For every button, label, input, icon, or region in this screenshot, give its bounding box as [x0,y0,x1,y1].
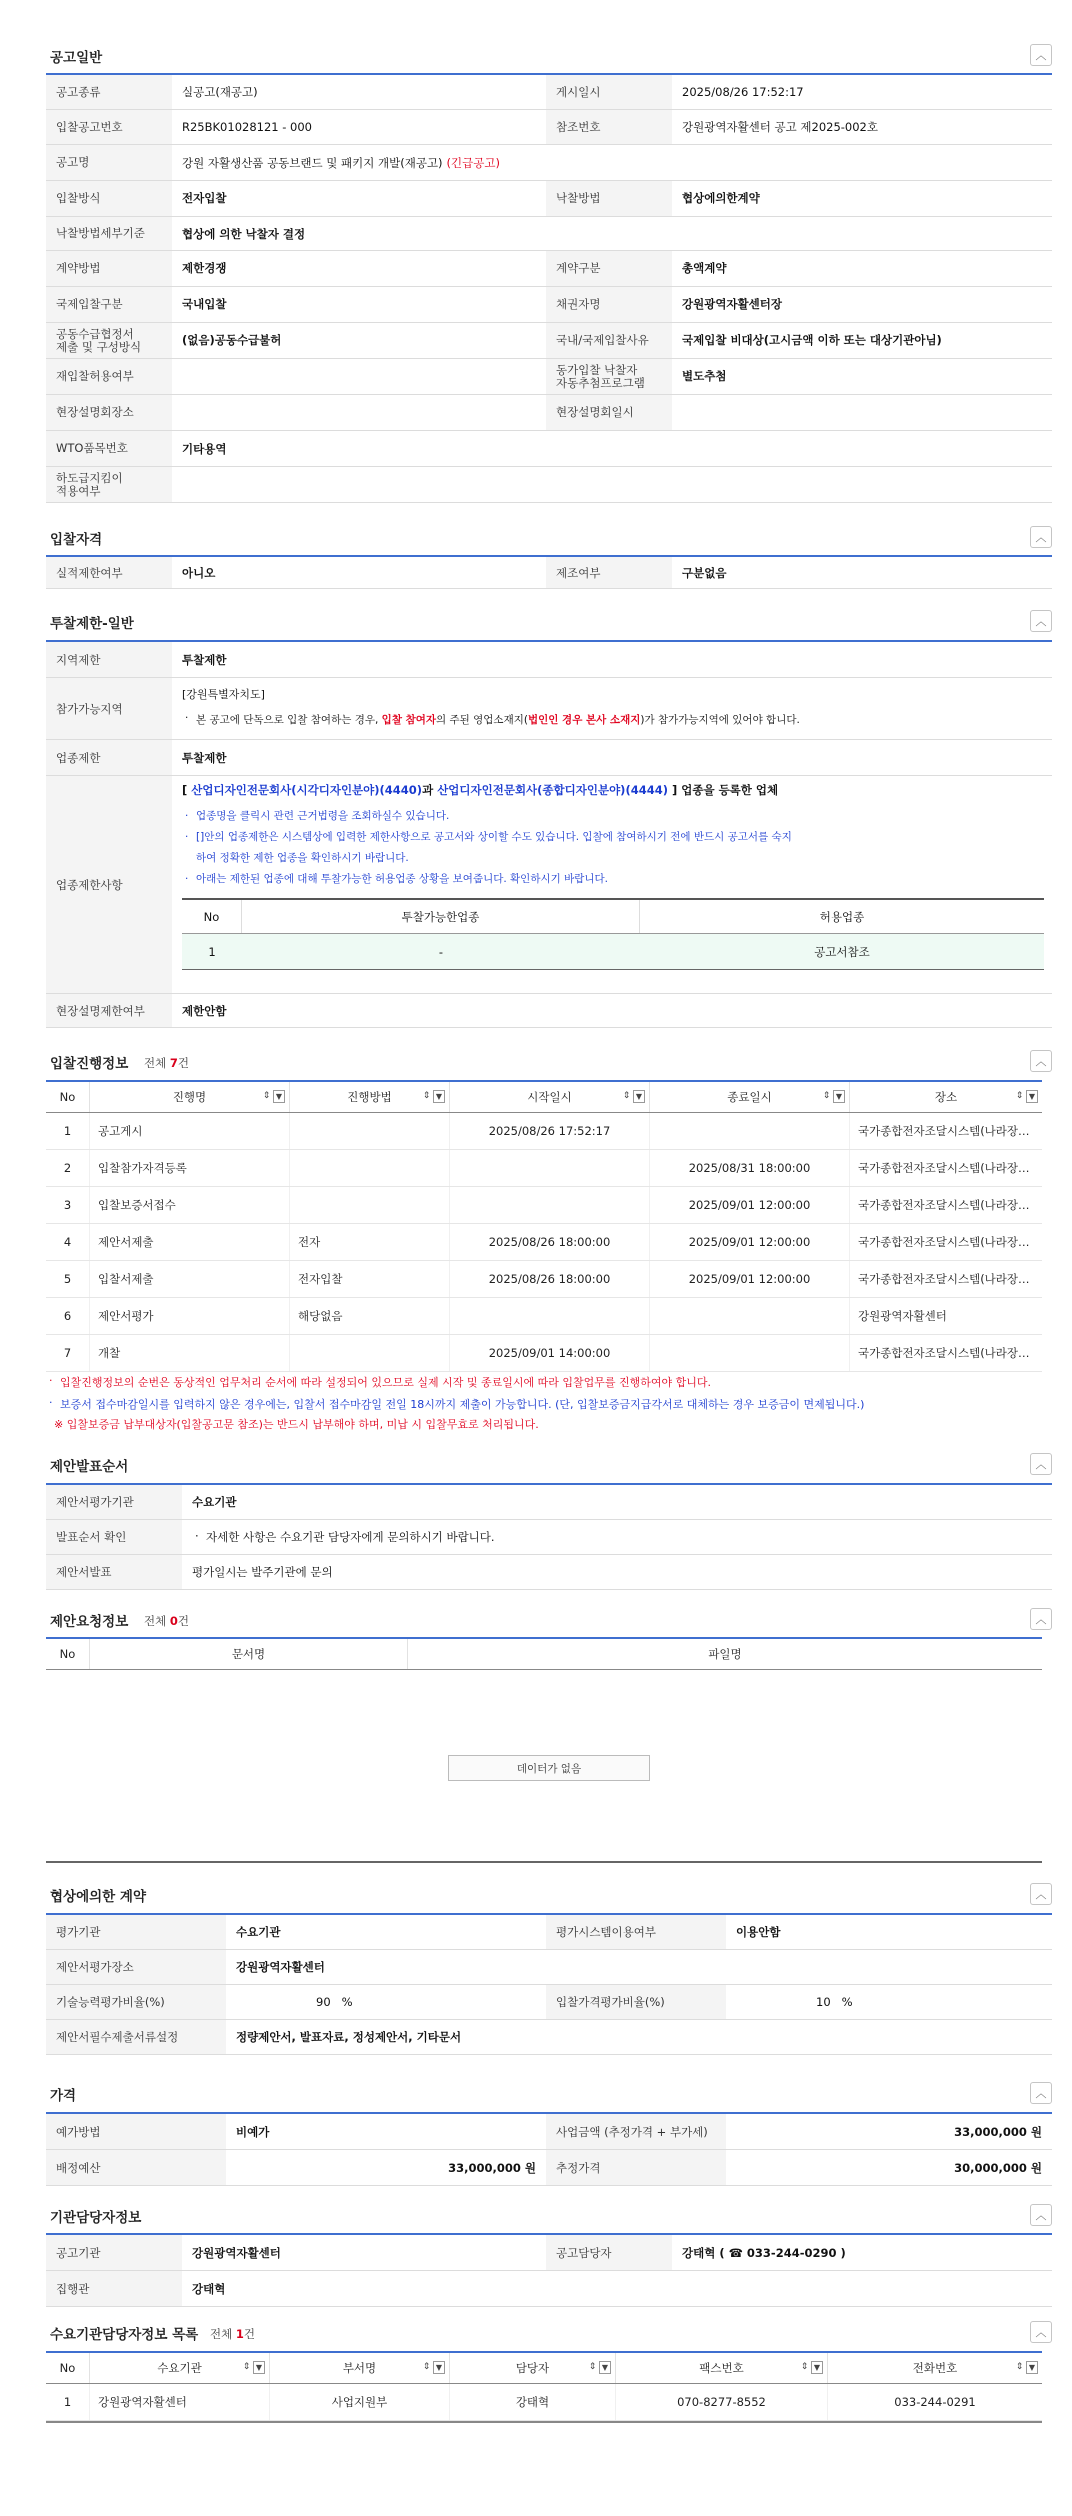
negotiation-table [46,1913,1052,2055]
progress-note: · 입찰진행정보의 순번은 동상적인 업무처리 순서에 따라 설정되어 있으므로 실제 시작 및 종료일시에 따라 입찰업무를 진행하여야 합니다. [46,1374,711,1390]
progress-table [46,1080,1042,1372]
sort-icon: ⇕ [822,1091,831,1101]
section-title: 가격 [50,2088,77,2104]
cell [650,1298,850,1334]
area-region: [강원특별자치도] [182,688,265,701]
collapse-toggle-icon[interactable]: ︿ [1030,1608,1052,1630]
table-row [46,1150,1042,1187]
field-label: 추정가격 [546,2150,726,2185]
cell: 1 [46,1113,90,1149]
field-label: 사업금액 (추정가격 + 부가세) [546,2114,726,2149]
column-header[interactable]: 장소 ⇕ ▼ [850,1082,1042,1112]
field-value: 제한안함 [172,994,1052,1027]
cell: 7 [46,1335,90,1371]
biz-type-link[interactable]: 산업디자인전문회사(시각디자인분야)(4440) [191,783,423,797]
section-title: 입찰자격 [50,532,103,548]
field-label: 계약구분 [546,251,672,286]
field-value: R25BK01028121 - 000 [172,110,546,144]
cell: - [438,944,444,959]
demand-table [46,2351,1042,2423]
table-row [46,1261,1042,1298]
section-header-demand [46,2321,1052,2347]
cell: 입찰보증서접수 [90,1187,290,1223]
filter-icon: ▼ [273,1090,285,1103]
cell: 3 [46,1187,90,1223]
info-row [46,431,1052,467]
field-value [672,395,1052,430]
field-label: 공고담당자 [546,2235,672,2270]
field-label: 업종제한사항 [46,776,172,993]
column-header[interactable]: 팩스번호 ⇕ ▼ [616,2353,828,2383]
cell: 1 [46,2384,90,2420]
cell: 2025/08/26 17:52:17 [450,1113,650,1149]
field-label: WTO품목번호 [46,431,172,466]
sort-icon: ⇕ [1015,1091,1024,1101]
field-label: 제안서발표 [46,1555,182,1589]
field-value: 투찰제한 [172,740,1052,775]
column-header[interactable]: 전화번호 ⇕ ▼ [828,2353,1042,2383]
total-count: 전체 1건 [210,2327,255,2341]
info-row [46,359,1052,395]
cell: 2025/09/01 12:00:00 [650,1261,850,1297]
section-header-request [46,1608,1052,1634]
cell [290,1113,450,1149]
sort-icon: ⇕ [242,2362,251,2372]
cell: 4 [46,1224,90,1260]
collapse-toggle-icon[interactable]: ︿ [1030,1453,1052,1475]
cell: 제안서평가 [90,1298,290,1334]
field-value: 국제입찰 비대상(고시금액 이하 또는 대상기관아님) [672,323,1052,358]
info-row [46,217,1052,251]
section-title: 공고일반 [50,50,103,66]
field-value: 2025/08/26 17:52:17 [672,75,1052,109]
filter-icon: ▼ [1026,2361,1038,2374]
field-value: 협상에 의한 낙찰자 결정 [172,217,1052,250]
field-value: 총액계약 [672,251,1052,286]
field-label: 계약방법 [46,251,172,286]
field-label: 국내/국제입찰사유 [546,323,672,358]
cell: 2025/08/26 18:00:00 [450,1224,650,1260]
section-header-agency [46,2204,1052,2230]
cell [290,1187,450,1223]
cell [450,1187,650,1223]
field-label: 참가가능지역 [46,678,172,739]
field-label: 제조여부 [546,557,672,588]
cell: 2025/09/01 14:00:00 [450,1335,650,1371]
filter-icon: ▼ [811,2361,823,2374]
field-label: 현장설명회일시 [546,395,672,430]
field-label: 채권자명 [546,287,672,322]
section-header-price [46,2082,1052,2108]
cell: 국가종합전자조달시스템(나라장… [858,1272,1030,1286]
biz-note: · []안의 업종제한은 시스템상에 입력한 제한사항으로 공고서와 상이할 수도 있습니다. 입찰에 참여하시기 전에 반드시 공고서를 숙지 [182,827,1042,848]
filter-icon: ▼ [633,1090,645,1103]
field-value: 평가일시는 발주기관에 문의 [182,1555,1052,1589]
cell: 강원광역자활센터 [90,2384,270,2420]
field-label: 입찰방식 [46,181,172,216]
biz-type-link[interactable]: 산업디자인전문회사(종합디자인분야)(4444) [437,783,668,797]
biz-types: [ 산업디자인전문회사(시각디자인분야)(4440)과 산업디자인전문회사(종합디자인분야)(4444) ] 업종을 등록한 업체 [182,783,779,797]
agency-table [46,2233,1052,2307]
section-title: 수요기관담당자정보 목록 [50,2327,199,2343]
cell: 강태혁 [450,2384,616,2420]
field-value: 투찰제한 [172,642,1052,677]
field-value: 강원광역자활센터 [182,2235,546,2270]
presentation-table [46,1483,1052,1590]
field-value [172,467,1052,502]
section-title: 제안발표순서 [50,1459,129,1475]
field-label: 참조번호 [546,110,672,144]
field-label: 공고명 [46,145,172,180]
biz-note: · 업종명을 클릭시 관련 근거법령을 조회하실수 있습니다. [182,806,1042,827]
total-count: 전체 7건 [144,1056,189,1070]
table-row [46,1335,1042,1372]
field-value: 강태혁 ( ☎ 033-244-0290 ) [672,2235,1052,2270]
field-value: 수요기관 [226,1915,546,1949]
column-header: 허용업종 [819,909,865,924]
collapse-toggle-icon[interactable]: ︿ [1030,1883,1052,1905]
cell [650,1113,850,1149]
table-row [46,2384,1042,2421]
field-label: 공고종류 [46,75,172,109]
section-title: 기관담당자정보 [50,2210,142,2226]
info-row [46,110,1052,145]
section-header-general [46,44,1052,70]
field-value [172,395,546,430]
section-title: 입찰진행정보 [50,1056,129,1072]
section-header-progress [46,1050,1052,1076]
collapse-toggle-icon[interactable]: ︿ [1030,1050,1052,1072]
cell: 2 [46,1150,90,1186]
cell: 2025/09/01 12:00:00 [650,1187,850,1223]
cell: 1 [208,944,216,959]
table-row [182,934,1044,970]
field-label: 현장설명제한여부 [46,994,172,1027]
info-row [46,467,1052,503]
field-label: 실적제한여부 [46,557,172,588]
field-label: 국제입찰구분 [46,287,172,322]
field-value: 강태혁 [182,2271,1052,2306]
cell: 국가종합전자조달시스템(나라장… [858,1235,1030,1249]
biz-notes [182,806,1042,890]
cell [290,1150,450,1186]
table-row [46,1113,1042,1150]
field-value: 90 % [226,1985,546,2019]
cell: 033-244-0291 [894,2395,976,2409]
total-count: 전체 0건 [144,1614,189,1628]
cell: 공고게시 [90,1113,290,1149]
section-header-presentation [46,1453,1052,1479]
field-value: 강원광역자활센터 공고 제2025-002호 [672,110,1052,144]
sort-icon: ⇕ [800,2362,809,2372]
cell: 입찰참가자격등록 [90,1150,290,1186]
section-header-limit [46,610,1052,636]
cell: 국가종합전자조달시스템(나라장… [858,1124,1030,1138]
column-header: No [46,1082,90,1112]
info-row [46,287,1052,323]
collapse-toggle-icon[interactable]: ︿ [1030,610,1052,632]
sort-icon: ⇕ [622,1091,631,1101]
field-value: 강원광역자활센터 [226,1950,1052,1984]
section-title: 협상에의한 계약 [50,1889,146,1905]
field-label: 평가기관 [46,1915,226,1949]
field-value: 협상에의한계약 [672,181,1052,216]
field-value: 이용안함 [726,1915,1052,1949]
section-title: 투찰제한-일반 [50,616,134,632]
field-value: 10 % [726,1985,1052,2019]
field-label: 업종제한 [46,740,172,775]
urgent-badge: (긴급공고) [446,155,500,170]
field-label: 기술능력평가비율(%) [46,1985,226,2019]
empty-data-message: 데이터가 없음 [448,1755,650,1781]
field-label: 지역제한 [46,642,172,677]
collapse-toggle-icon[interactable]: ︿ [1030,2204,1052,2226]
cell: 5 [46,1261,90,1297]
field-label: 하도급지킴이 적용여부 [46,467,172,502]
cell [450,1298,650,1334]
filter-icon: ▼ [599,2361,611,2374]
limit-table [46,640,1052,1028]
collapse-toggle-icon[interactable]: ︿ [1030,44,1052,66]
field-label: 집행관 [46,2271,182,2306]
field-value: 수요기관 [182,1485,1052,1519]
filter-icon: ▼ [1026,1090,1038,1103]
field-value: (없음)공동수급불허 [172,323,546,358]
field-value: 비예가 [226,2114,546,2149]
price-table [46,2112,1052,2186]
area-value [172,678,1052,739]
column-header[interactable]: 진행명 ⇕ ▼ [90,1082,290,1112]
sort-icon: ⇕ [422,1091,431,1101]
filter-icon: ▼ [433,1090,445,1103]
column-header: No [46,1639,90,1669]
qualification-table [46,555,1052,589]
cell: 해당없음 [290,1298,450,1334]
field-label: 현장설명회장소 [46,395,172,430]
field-label: 평가시스템이용여부 [546,1915,726,1949]
info-row [46,251,1052,287]
cell: 국가종합전자조달시스템(나라장… [858,1198,1030,1212]
table-row [46,1224,1042,1261]
field-value: · 자세한 사항은 수요기관 담당자에게 문의하시기 바랍니다. [182,1520,1052,1554]
progress-note: · 보증서 접수마감일시를 입력하지 않은 경우에는, 입찰서 접수마감일 전일 18시까지 제출이 가능합니다. (단, 입찰보증금지급각서로 대체하는 경우 보증금이 면제됩니다.) [46,1396,864,1412]
allowed-biz-table [182,898,1044,970]
table-row [46,1187,1042,1224]
cell: 개찰 [90,1335,290,1371]
column-header[interactable]: 수요기관 ⇕ ▼ [90,2353,270,2383]
field-label: 입찰공고번호 [46,110,172,144]
cell: 6 [46,1298,90,1334]
cell: 2025/09/01 12:00:00 [650,1224,850,1260]
filter-icon: ▼ [253,2361,265,2374]
field-value: 33,000,000 원 [726,2114,1052,2149]
cell: 제안서제출 [90,1224,290,1260]
cell [450,1150,650,1186]
column-header: No [182,900,242,933]
field-value: 구분없음 [672,557,1052,588]
field-label: 동가입찰 낙찰자 자동추첨프로그램 [546,359,672,394]
info-row [46,75,1052,110]
sort-icon: ⇕ [588,2362,597,2372]
general-info-table [46,73,1052,503]
column-header: No [46,2353,90,2383]
cell: 070-8277-8552 [616,2384,828,2420]
field-value: 별도추첨 [672,359,1052,394]
biz-note: 하여 정확한 제한 업종을 확인하시기 바랍니다. [196,852,409,864]
collapse-toggle-icon[interactable]: ︿ [1030,2082,1052,2104]
column-header[interactable]: 부서명 ⇕ ▼ [270,2353,450,2383]
field-value: 아니오 [172,557,546,588]
info-row [46,145,1052,181]
cell [650,1335,850,1371]
field-value: 30,000,000 원 [726,2150,1052,2185]
info-row [46,323,1052,359]
request-table [46,1637,1042,1863]
section-header-qualification [46,526,1052,552]
cell: 전자 [290,1224,450,1260]
cell: 국가종합전자조달시스템(나라장… [858,1346,1030,1360]
section-header-negotiation [46,1883,1052,1909]
cell: 전자입찰 [290,1261,450,1297]
column-header: 파일명 [708,1647,742,1661]
cell: 사업지원부 [270,2384,450,2420]
info-row [46,181,1052,217]
collapse-toggle-icon[interactable]: ︿ [1030,2321,1052,2343]
field-label: 공동수급협정서 제출 및 구성방식 [46,323,172,358]
field-value: 국내입찰 [172,287,546,322]
field-label: 게시일시 [546,75,672,109]
field-label: 제안서필수제출서류설정 [46,2020,226,2054]
field-value: 강원 자활생산품 공동브랜드 및 패키지 개발(재공고) (긴급공고) [172,145,1052,180]
field-value: 기타용역 [172,431,1052,466]
field-label: 제안서평가장소 [46,1950,226,1984]
column-header: 투찰가능한업종 [242,900,640,933]
column-header[interactable]: 진행방법 ⇕ ▼ [290,1082,450,1112]
field-value: 제한경쟁 [172,251,546,286]
cell: 강원광역자활센터 [858,1309,947,1323]
cell: 2025/08/26 18:00:00 [450,1261,650,1297]
collapse-toggle-icon[interactable]: ︿ [1030,526,1052,548]
sort-icon: ⇕ [1015,2362,1024,2372]
field-value: 전자입찰 [172,181,546,216]
sort-icon: ⇕ [422,2362,431,2372]
biz-detail [172,776,1052,993]
sort-icon: ⇕ [262,1091,271,1101]
biz-note: · 아래는 제한된 업종에 대해 투찰가능한 허용업종 상황을 보여줍니다. 확인하시기 바랍니다. [182,869,1042,890]
field-label: 예가방법 [46,2114,226,2149]
cell: 입찰서제출 [90,1261,290,1297]
filter-icon: ▼ [833,1090,845,1103]
column-header[interactable]: 종료일시 ⇕ ▼ [650,1082,850,1112]
field-label: 배정예산 [46,2150,226,2185]
table-row [46,1298,1042,1335]
section-title: 제안요청정보 [50,1614,129,1630]
field-label: 발표순서 확인 [46,1520,182,1554]
field-value: 33,000,000 원 [226,2150,546,2185]
filter-icon: ▼ [433,2361,445,2374]
area-note: · 본 공고에 단독으로 입찰 참여하는 경우, 입찰 참여자의 주된 영업소재지(법인인 경우 본사 소재지)가 참가가능지역에 있어야 합니다. [182,712,1042,727]
column-header[interactable]: 담당자 ⇕ ▼ [450,2353,616,2383]
cell: 공고서참조 [814,944,870,959]
progress-note: ※ 입찰보증금 납부대상자(입찰공고문 참조)는 반드시 납부해야 하며, 미납 시 입찰무효로 처리됩니다. [54,1418,539,1431]
field-label: 낙찰방법세부기준 [46,217,172,250]
field-label: 입찰가격평가비율(%) [546,1985,726,2019]
cell: 2025/08/31 18:00:00 [650,1150,850,1186]
field-value: 실공고(재공고) [172,75,546,109]
field-label: 공고기관 [46,2235,182,2270]
field-label: 재입찰허용여부 [46,359,172,394]
field-value [172,359,546,394]
field-label: 제안서평가기관 [46,1485,182,1519]
field-value: 강원광역자활센터장 [672,287,1052,322]
column-header[interactable]: 시작일시 ⇕ ▼ [450,1082,650,1112]
field-label: 낙찰방법 [546,181,672,216]
column-header: 문서명 [90,1639,408,1669]
cell [290,1335,450,1371]
cell: 국가종합전자조달시스템(나라장… [858,1161,1030,1175]
field-value: 정량제안서, 발표자료, 정성제안서, 기타문서 [226,2020,1052,2054]
info-row [46,395,1052,431]
